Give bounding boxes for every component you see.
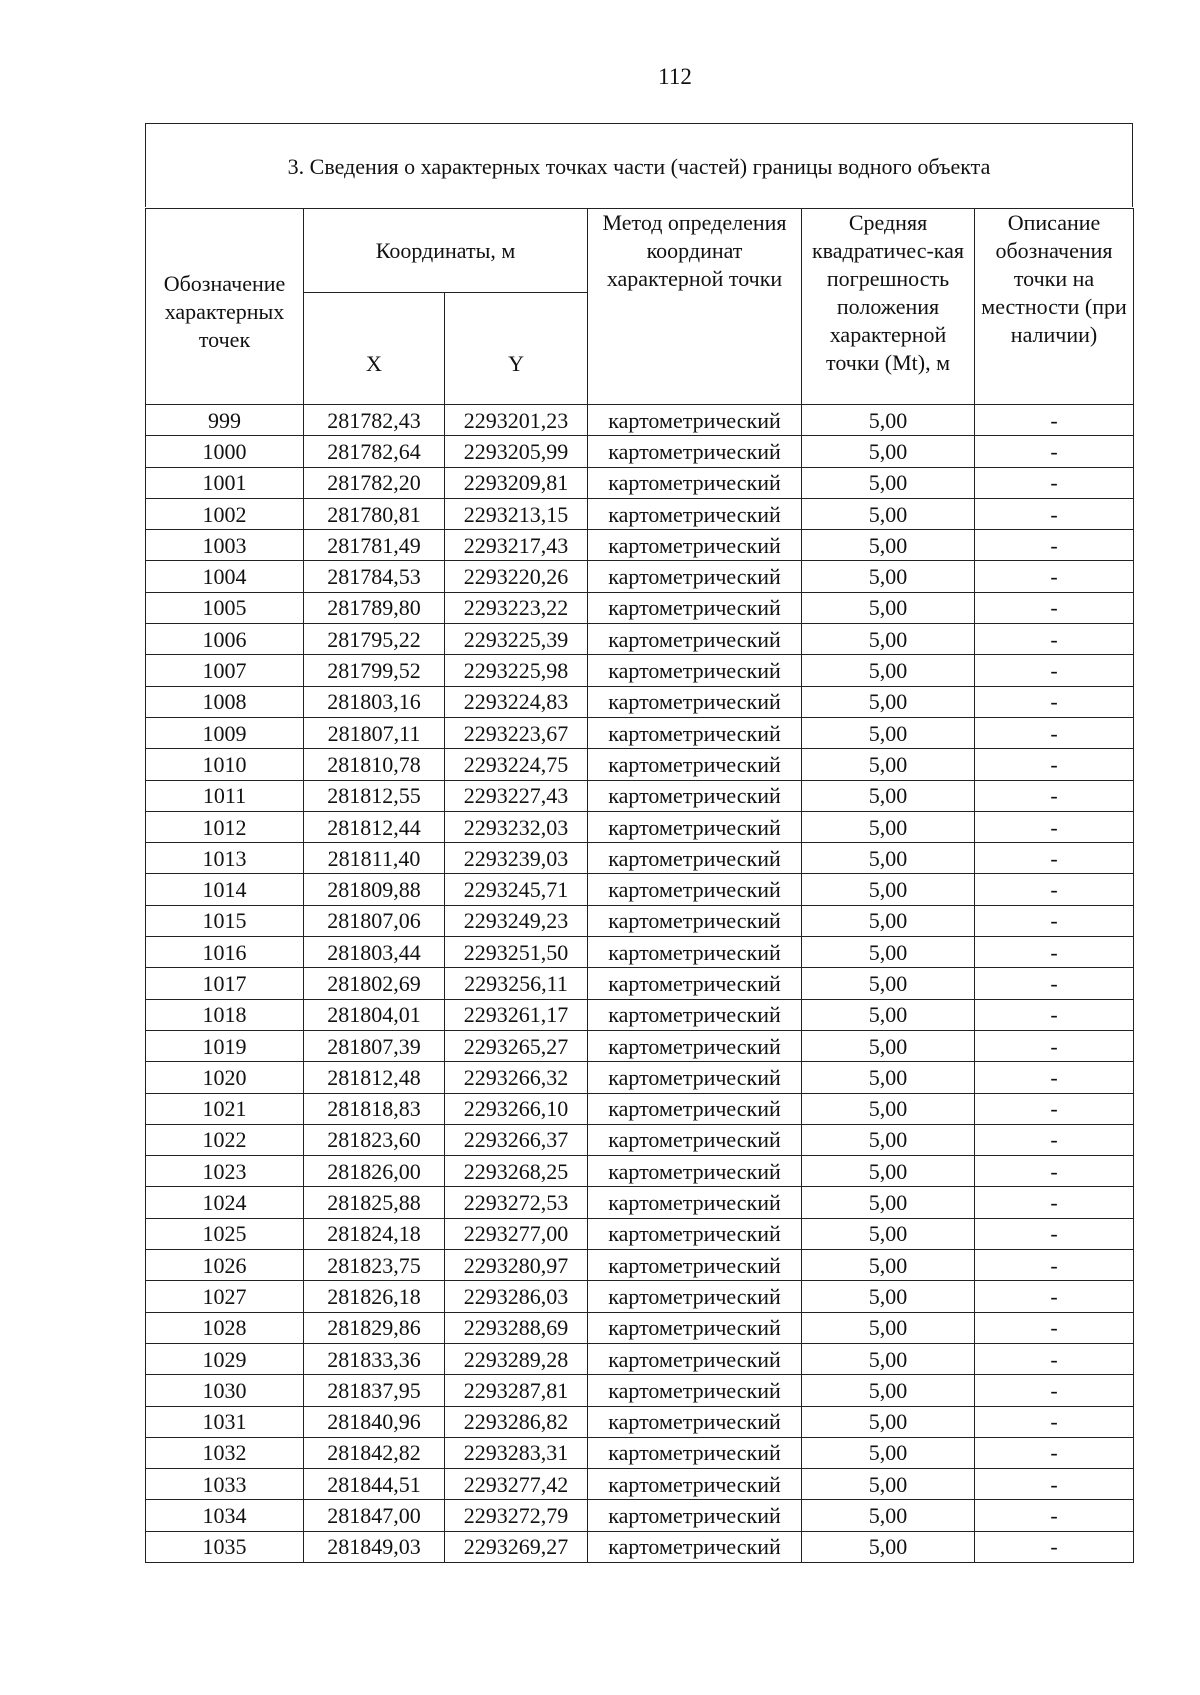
accuracy-cell: 5,00 [802,1124,975,1155]
y-coordinate-cell: 2293239,03 [445,843,588,874]
y-coordinate-cell: 2293225,39 [445,624,588,655]
accuracy-cell: 5,00 [802,561,975,592]
description-cell: - [975,968,1134,999]
accuracy-cell: 5,00 [802,1531,975,1562]
y-coordinate-cell: 2293201,23 [445,405,588,436]
method-cell: картометрический [588,968,802,999]
x-coordinate-cell: 281803,16 [304,686,445,717]
method-cell: картометрический [588,592,802,623]
method-cell: картометрический [588,717,802,748]
point-number-cell: 1003 [146,530,304,561]
point-number-cell: 1020 [146,1062,304,1093]
description-cell: - [975,1093,1134,1124]
y-coordinate-cell: 2293223,67 [445,717,588,748]
y-coordinate-cell: 2293272,79 [445,1500,588,1531]
point-number-cell: 1002 [146,498,304,529]
x-coordinate-cell: 281780,81 [304,498,445,529]
x-coordinate-cell: 281782,20 [304,467,445,498]
description-cell: - [975,467,1134,498]
table-row [146,1218,1134,1249]
accuracy-cell: 5,00 [802,843,975,874]
y-coordinate-cell: 2293217,43 [445,530,588,561]
table-row [146,436,1134,467]
point-number-cell: 1016 [146,937,304,968]
table-row [146,655,1134,686]
table-row [146,1124,1134,1155]
method-cell: картометрический [588,1375,802,1406]
x-coordinate-cell: 281837,95 [304,1375,445,1406]
x-coordinate-cell: 281810,78 [304,749,445,780]
description-cell: - [975,1281,1134,1312]
accuracy-cell: 5,00 [802,467,975,498]
x-coordinate-cell: 281811,40 [304,843,445,874]
accuracy-cell: 5,00 [802,624,975,655]
x-coordinate-cell: 281789,80 [304,592,445,623]
method-cell: картометрический [588,655,802,686]
description-cell: - [975,1343,1134,1374]
accuracy-cell: 5,00 [802,749,975,780]
point-number-cell: 1017 [146,968,304,999]
x-coordinate-cell: 281807,11 [304,717,445,748]
table-row [146,968,1134,999]
x-coordinate-cell: 281826,00 [304,1156,445,1187]
point-number-cell: 1004 [146,561,304,592]
y-coordinate-cell: 2293266,32 [445,1062,588,1093]
x-coordinate-cell: 281844,51 [304,1469,445,1500]
table-row [146,1500,1134,1531]
method-cell: картометрический [588,1343,802,1374]
point-number-cell: 1022 [146,1124,304,1155]
table-row [146,530,1134,561]
method-cell: картометрический [588,780,802,811]
method-cell: картометрический [588,811,802,842]
table-row [146,1469,1134,1500]
table-row [146,749,1134,780]
method-cell: картометрический [588,1531,802,1562]
x-coordinate-cell: 281807,39 [304,1030,445,1061]
x-coordinate-cell: 281809,88 [304,874,445,905]
x-coordinate-cell: 281825,88 [304,1187,445,1218]
table-row [146,1312,1134,1343]
header-description: Описание обозначения точки на местности (при наличии) [975,209,1134,405]
point-number-cell: 1013 [146,843,304,874]
accuracy-cell: 5,00 [802,1218,975,1249]
description-cell: - [975,624,1134,655]
method-cell: картометрический [588,999,802,1030]
accuracy-cell: 5,00 [802,436,975,467]
description-cell: - [975,811,1134,842]
table-row [146,843,1134,874]
y-coordinate-cell: 2293283,31 [445,1437,588,1468]
y-coordinate-cell: 2293225,98 [445,655,588,686]
accuracy-cell: 5,00 [802,1343,975,1374]
x-coordinate-cell: 281833,36 [304,1343,445,1374]
method-cell: картометрический [588,1124,802,1155]
accuracy-cell: 5,00 [802,1500,975,1531]
point-number-cell: 1001 [146,467,304,498]
point-number-cell: 1006 [146,624,304,655]
table-row [146,686,1134,717]
method-cell: картометрический [588,1500,802,1531]
point-number-cell: 1032 [146,1437,304,1468]
y-coordinate-cell: 2293224,75 [445,749,588,780]
method-cell: картометрический [588,405,802,436]
point-number-cell: 1007 [146,655,304,686]
method-cell: картометрический [588,1093,802,1124]
x-coordinate-cell: 281849,03 [304,1531,445,1562]
method-cell: картометрический [588,1406,802,1437]
x-coordinate-cell: 281795,22 [304,624,445,655]
accuracy-cell: 5,00 [802,1062,975,1093]
table-row [146,1437,1134,1468]
point-number-cell: 1031 [146,1406,304,1437]
table-row [146,1030,1134,1061]
point-number-cell: 1024 [146,1187,304,1218]
method-cell: картометрический [588,1281,802,1312]
table-row [146,467,1134,498]
y-coordinate-cell: 2293209,81 [445,467,588,498]
y-coordinate-cell: 2293227,43 [445,780,588,811]
description-cell: - [975,1218,1134,1249]
accuracy-cell: 5,00 [802,1250,975,1281]
x-coordinate-cell: 281781,49 [304,530,445,561]
description-cell: - [975,1500,1134,1531]
method-cell: картометрический [588,1250,802,1281]
description-cell: - [975,717,1134,748]
point-number-cell: 1014 [146,874,304,905]
table-row [146,1406,1134,1437]
point-number-cell: 1026 [146,1250,304,1281]
method-cell: картометрический [588,624,802,655]
x-coordinate-cell: 281812,48 [304,1062,445,1093]
method-cell: картометрический [588,874,802,905]
accuracy-cell: 5,00 [802,592,975,623]
description-cell: - [975,405,1134,436]
x-coordinate-cell: 281804,01 [304,999,445,1030]
x-coordinate-cell: 281840,96 [304,1406,445,1437]
description-cell: - [975,999,1134,1030]
table-row [146,811,1134,842]
x-coordinate-cell: 281824,18 [304,1218,445,1249]
point-number-cell: 1029 [146,1343,304,1374]
description-cell: - [975,749,1134,780]
table-row [146,905,1134,936]
description-cell: - [975,436,1134,467]
x-coordinate-cell: 281826,18 [304,1281,445,1312]
x-coordinate-cell: 281829,86 [304,1312,445,1343]
y-coordinate-cell: 2293289,28 [445,1343,588,1374]
y-coordinate-cell: 2293286,82 [445,1406,588,1437]
method-cell: картометрический [588,1156,802,1187]
method-cell: картометрический [588,436,802,467]
point-number-cell: 1027 [146,1281,304,1312]
description-cell: - [975,937,1134,968]
method-cell: картометрический [588,1187,802,1218]
table-row [146,1156,1134,1187]
x-coordinate-cell: 281782,43 [304,405,445,436]
y-coordinate-cell: 2293232,03 [445,811,588,842]
y-coordinate-cell: 2293265,27 [445,1030,588,1061]
description-cell: - [975,561,1134,592]
y-coordinate-cell: 2293272,53 [445,1187,588,1218]
y-coordinate-cell: 2293251,50 [445,937,588,968]
y-coordinate-cell: 2293261,17 [445,999,588,1030]
y-coordinate-cell: 2293288,69 [445,1312,588,1343]
point-number-cell: 1021 [146,1093,304,1124]
accuracy-cell: 5,00 [802,1469,975,1500]
description-cell: - [975,1437,1134,1468]
characteristic-points-table [145,208,1134,1563]
section-title: 3. Сведения о характерных точках части (частей) границы водного объекта [287,154,991,179]
point-number-cell: 1019 [146,1030,304,1061]
table-row [146,1343,1134,1374]
table-row [146,999,1134,1030]
table-row [146,1375,1134,1406]
y-coordinate-cell: 2293268,25 [445,1156,588,1187]
x-coordinate-cell: 281784,53 [304,561,445,592]
method-cell: картометрический [588,905,802,936]
y-coordinate-cell: 2293223,22 [445,592,588,623]
accuracy-cell: 5,00 [802,498,975,529]
method-cell: картометрический [588,749,802,780]
table-row [146,717,1134,748]
description-cell: - [975,874,1134,905]
y-coordinate-cell: 2293220,26 [445,561,588,592]
description-cell: - [975,843,1134,874]
accuracy-cell: 5,00 [802,530,975,561]
description-cell: - [975,1062,1134,1093]
point-number-cell: 1023 [146,1156,304,1187]
table-body [146,405,1134,1563]
y-coordinate-cell: 2293213,15 [445,498,588,529]
table-row [146,874,1134,905]
section-header [145,123,1133,207]
description-cell: - [975,905,1134,936]
description-cell: - [975,1375,1134,1406]
accuracy-cell: 5,00 [802,655,975,686]
header-point-designation: Обозначение характерных точек [146,209,304,405]
method-cell: картометрический [588,1218,802,1249]
description-cell: - [975,1469,1134,1500]
accuracy-cell: 5,00 [802,1187,975,1218]
accuracy-cell: 5,00 [802,968,975,999]
accuracy-cell: 5,00 [802,717,975,748]
description-cell: - [975,1406,1134,1437]
method-cell: картометрический [588,1469,802,1500]
method-cell: картометрический [588,1312,802,1343]
table-row [146,780,1134,811]
method-cell: картометрический [588,530,802,561]
x-coordinate-cell: 281823,60 [304,1124,445,1155]
method-cell: картометрический [588,467,802,498]
description-cell: - [975,1531,1134,1562]
header-y: Y [445,293,588,405]
table-row [146,937,1134,968]
description-cell: - [975,686,1134,717]
description-cell: - [975,1156,1134,1187]
table-row [146,561,1134,592]
point-number-cell: 1015 [146,905,304,936]
accuracy-cell: 5,00 [802,1093,975,1124]
table-row [146,1187,1134,1218]
header-x: X [304,293,445,405]
x-coordinate-cell: 281802,69 [304,968,445,999]
accuracy-cell: 5,00 [802,1281,975,1312]
point-number-cell: 1000 [146,436,304,467]
point-number-cell: 1008 [146,686,304,717]
accuracy-cell: 5,00 [802,905,975,936]
accuracy-cell: 5,00 [802,874,975,905]
point-number-cell: 1011 [146,780,304,811]
y-coordinate-cell: 2293277,42 [445,1469,588,1500]
accuracy-cell: 5,00 [802,1156,975,1187]
x-coordinate-cell: 281812,44 [304,811,445,842]
description-cell: - [975,1030,1134,1061]
header-method: Метод определения координат характерной точки [588,209,802,405]
accuracy-cell: 5,00 [802,1375,975,1406]
accuracy-cell: 5,00 [802,686,975,717]
x-coordinate-cell: 281782,64 [304,436,445,467]
x-coordinate-cell: 281803,44 [304,937,445,968]
description-cell: - [975,1312,1134,1343]
y-coordinate-cell: 2293256,11 [445,968,588,999]
method-cell: картометрический [588,686,802,717]
y-coordinate-cell: 2293249,23 [445,905,588,936]
y-coordinate-cell: 2293224,83 [445,686,588,717]
table-row [146,1093,1134,1124]
description-cell: - [975,1250,1134,1281]
accuracy-cell: 5,00 [802,780,975,811]
table-row [146,1250,1134,1281]
description-cell: - [975,1124,1134,1155]
point-number-cell: 999 [146,405,304,436]
table-row [146,1281,1134,1312]
method-cell: картометрический [588,1062,802,1093]
page-number: 112 [658,64,692,89]
method-cell: картометрический [588,498,802,529]
method-cell: картометрический [588,937,802,968]
method-cell: картометрический [588,561,802,592]
accuracy-cell: 5,00 [802,1406,975,1437]
point-number-cell: 1012 [146,811,304,842]
point-number-cell: 1030 [146,1375,304,1406]
y-coordinate-cell: 2293287,81 [445,1375,588,1406]
header-coordinates: Координаты, м [304,209,588,293]
description-cell: - [975,530,1134,561]
table-row [146,405,1134,436]
accuracy-cell: 5,00 [802,405,975,436]
table-row [146,592,1134,623]
x-coordinate-cell: 281823,75 [304,1250,445,1281]
description-cell: - [975,655,1134,686]
accuracy-cell: 5,00 [802,1437,975,1468]
point-number-cell: 1009 [146,717,304,748]
point-number-cell: 1018 [146,999,304,1030]
x-coordinate-cell: 281799,52 [304,655,445,686]
method-cell: картометрический [588,1030,802,1061]
point-number-cell: 1010 [146,749,304,780]
table-row [146,1531,1134,1562]
point-number-cell: 1028 [146,1312,304,1343]
x-coordinate-cell: 281847,00 [304,1500,445,1531]
point-number-cell: 1033 [146,1469,304,1500]
table-header [146,209,1134,405]
y-coordinate-cell: 2293286,03 [445,1281,588,1312]
method-cell: картометрический [588,1437,802,1468]
point-number-cell: 1005 [146,592,304,623]
point-number-cell: 1035 [146,1531,304,1562]
x-coordinate-cell: 281818,83 [304,1093,445,1124]
description-cell: - [975,1187,1134,1218]
method-cell: картометрический [588,843,802,874]
y-coordinate-cell: 2293205,99 [445,436,588,467]
accuracy-cell: 5,00 [802,1312,975,1343]
accuracy-cell: 5,00 [802,937,975,968]
x-coordinate-cell: 281812,55 [304,780,445,811]
table-row [146,1062,1134,1093]
description-cell: - [975,780,1134,811]
point-number-cell: 1034 [146,1500,304,1531]
y-coordinate-cell: 2293245,71 [445,874,588,905]
table-row [146,624,1134,655]
accuracy-cell: 5,00 [802,811,975,842]
x-coordinate-cell: 281842,82 [304,1437,445,1468]
point-number-cell: 1025 [146,1218,304,1249]
accuracy-cell: 5,00 [802,999,975,1030]
accuracy-cell: 5,00 [802,1030,975,1061]
y-coordinate-cell: 2293266,37 [445,1124,588,1155]
description-cell: - [975,592,1134,623]
y-coordinate-cell: 2293266,10 [445,1093,588,1124]
y-coordinate-cell: 2293277,00 [445,1218,588,1249]
y-coordinate-cell: 2293280,97 [445,1250,588,1281]
description-cell: - [975,498,1134,529]
table-row [146,498,1134,529]
x-coordinate-cell: 281807,06 [304,905,445,936]
y-coordinate-cell: 2293269,27 [445,1531,588,1562]
header-accuracy: Средняя квадратичес-кая погрешность положения характерной точки (Mt), м [802,209,975,405]
